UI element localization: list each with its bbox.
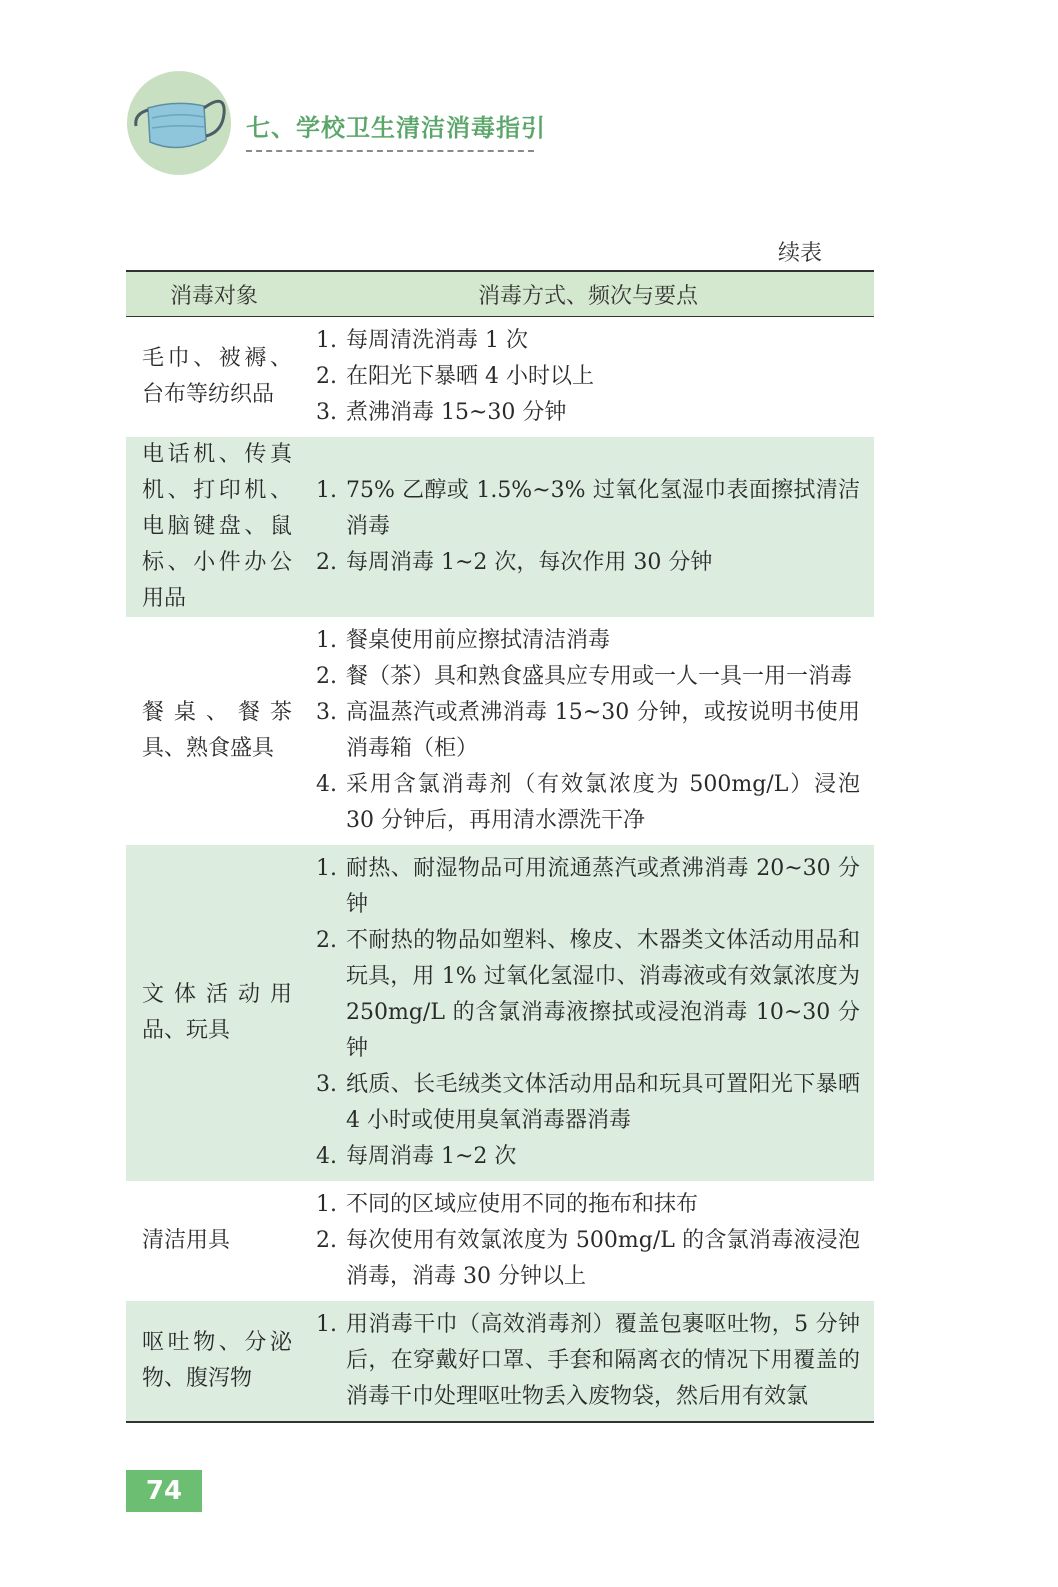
- list-item: [302, 1307, 860, 1415]
- list-item-number: 1.: [316, 628, 337, 653]
- list-item-text: 餐桌使用前应擦拭清洁消毒: [346, 628, 611, 653]
- list-item-number: 1.: [316, 1312, 337, 1337]
- disinfection-table: [126, 270, 874, 1423]
- list-item-text: 不耐热的物品如塑料、橡皮、木器类文体活动用品和玩具，用 1% 过氧化氢湿巾、消毒液或有效氯浓度为 250mg/L 的含氯消毒液擦拭或浸泡消毒 10~30 分钟: [346, 928, 860, 1061]
- disinfection-object: 毛巾、被褥、台布等纺织品: [142, 346, 292, 407]
- list-item-number: 3.: [316, 400, 337, 425]
- column-header-method: 消毒方式、频次与要点: [302, 271, 874, 317]
- disinfection-object: 文体活动用品、玩具: [142, 982, 292, 1043]
- list-item-number: 1.: [316, 328, 337, 353]
- list-item-number: 4.: [316, 772, 337, 797]
- list-item-number: 2.: [316, 550, 337, 575]
- disinfection-method-cell: [302, 845, 874, 1181]
- table-row: [126, 437, 874, 617]
- list-item-text: 每次使用有效氯浓度为 500mg/L 的含氯消毒液浸泡消毒，消毒 30 分钟以上: [346, 1228, 860, 1289]
- list-item: [302, 1067, 860, 1139]
- method-list: [302, 1301, 874, 1421]
- list-item: [302, 473, 860, 545]
- list-item-text: 每周消毒 1~2 次，每次作用 30 分钟: [346, 550, 713, 575]
- page-number: 74: [126, 1470, 202, 1512]
- method-list: [302, 1181, 874, 1301]
- list-item-text: 每周消毒 1~2 次: [346, 1144, 517, 1169]
- list-item: [302, 395, 860, 431]
- disinfection-method-cell: [302, 1301, 874, 1422]
- list-item: [302, 323, 860, 359]
- list-item: [302, 659, 860, 695]
- method-list: [302, 617, 874, 845]
- list-item: [302, 1187, 860, 1223]
- list-item: [302, 767, 860, 839]
- list-item-number: 1.: [316, 478, 337, 503]
- list-item-number: 2.: [316, 364, 337, 389]
- disinfection-object: 呕吐物、分泌物、腹泻物: [126, 1301, 302, 1422]
- disinfection-object: 电话机、传真机、打印机、电脑键盘、鼠标、小件办公用品: [142, 442, 292, 611]
- title-divider: [246, 150, 534, 152]
- method-list: [302, 845, 874, 1181]
- list-item-text: 高温蒸汽或煮沸消毒 15~30 分钟，或按说明书使用消毒箱（柜）: [346, 700, 860, 761]
- list-item-number: 3.: [316, 700, 337, 725]
- table-row: [126, 317, 874, 438]
- table-row: [126, 845, 874, 1181]
- list-item: [302, 1223, 860, 1295]
- list-item-text: 纸质、长毛绒类文体活动用品和玩具可置阳光下暴晒 4 小时或使用臭氧消毒器消毒: [346, 1072, 860, 1133]
- chapter-title: 七、学校卫生清洁消毒指引: [246, 114, 546, 142]
- list-item-text: 在阳光下暴晒 4 小时以上: [346, 364, 594, 389]
- disinfection-object: 餐桌、餐茶具、熟食盛具: [142, 700, 292, 761]
- continued-label: 续表: [778, 241, 823, 266]
- list-item-text: 餐（茶）具和熟食盛具应专用或一人一具一用一消毒: [346, 664, 853, 689]
- list-item: [302, 923, 860, 1067]
- chapter-header: [126, 70, 886, 180]
- list-item-number: 2.: [316, 664, 337, 689]
- list-item-text: 不同的区域应使用不同的拖布和抹布: [346, 1192, 699, 1217]
- list-item: [302, 359, 860, 395]
- list-item-text: 75% 乙醇或 1.5%~3% 过氧化氢湿巾表面擦拭清洁消毒: [346, 478, 860, 539]
- list-item-text: 耐热、耐湿物品可用流通蒸汽或煮沸消毒 20~30 分钟: [346, 856, 860, 917]
- table-row: [126, 1301, 874, 1422]
- list-item: [302, 1139, 860, 1175]
- list-item: [302, 695, 860, 767]
- list-item: [302, 851, 860, 923]
- list-item-number: 1.: [316, 856, 337, 881]
- list-item-number: 3.: [316, 1072, 337, 1097]
- list-item-number: 2.: [316, 928, 337, 953]
- list-item-text: 煮沸消毒 15~30 分钟: [346, 400, 567, 425]
- list-item-number: 2.: [316, 1228, 337, 1253]
- disinfection-method-cell: [302, 617, 874, 845]
- method-list: [302, 317, 874, 437]
- list-item-number: 4.: [316, 1144, 337, 1169]
- list-item: [302, 623, 860, 659]
- list-item-text: 采用含氯消毒剂（有效氯浓度为 500mg/L）浸泡 30 分钟后，再用清水漂洗干净: [346, 772, 860, 833]
- table-row: [126, 617, 874, 845]
- disinfection-method-cell: [302, 317, 874, 438]
- list-item-number: 1.: [316, 1192, 337, 1217]
- face-mask-icon: [126, 70, 232, 176]
- list-item-text: 用消毒干巾（高效消毒剂）覆盖包裹呕吐物，5 分钟后，在穿戴好口罩、手套和隔离衣的情况下用覆盖的消毒干巾处理呕吐物丢入废物袋，然后用有效氯: [346, 1312, 860, 1409]
- disinfection-object: 清洁用具: [142, 1228, 231, 1253]
- disinfection-method-cell: [302, 1181, 874, 1301]
- list-item-text: 每周清洗消毒 1 次: [346, 328, 528, 353]
- table-body: [126, 317, 874, 1423]
- list-item: [302, 545, 860, 581]
- disinfection-method-cell: [302, 437, 874, 617]
- table-header-row: [126, 271, 874, 317]
- column-header-object: 消毒对象: [126, 271, 302, 317]
- method-list: [302, 467, 874, 587]
- table-row: [126, 1181, 874, 1301]
